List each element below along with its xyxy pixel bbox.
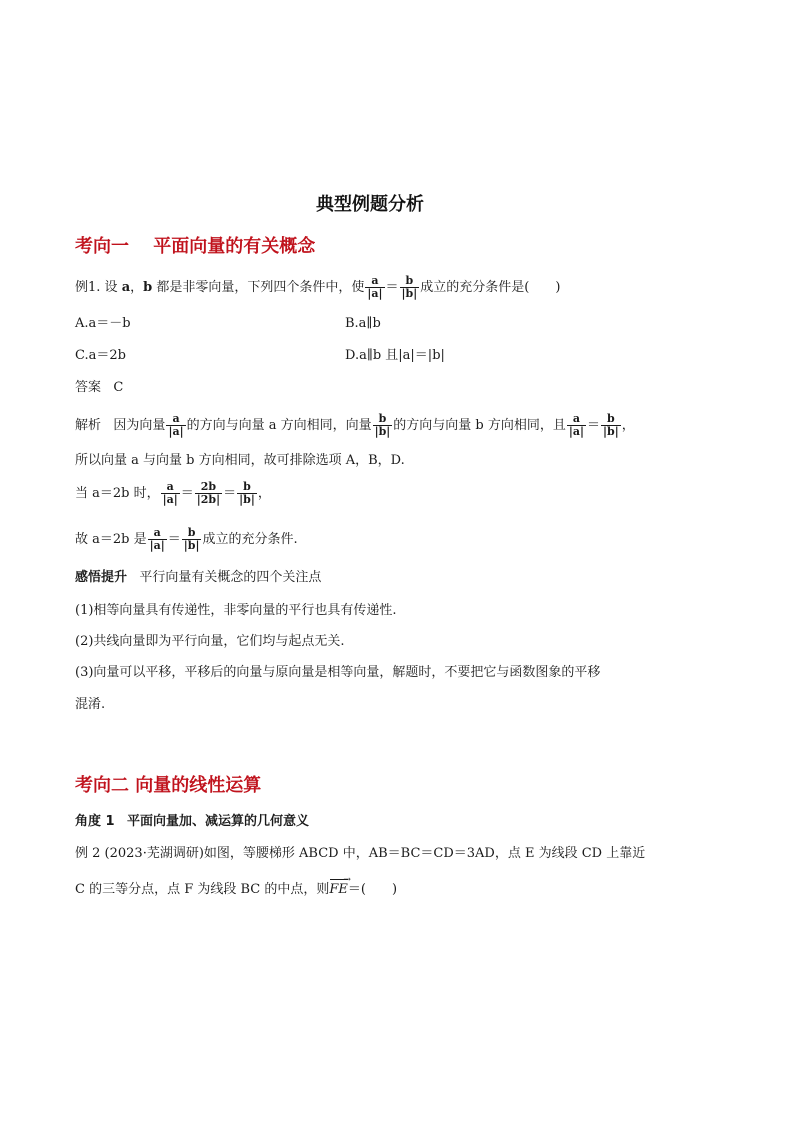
example-2-line-2 (75, 881, 397, 899)
fraction-2b (195, 481, 222, 506)
fraction-a (161, 481, 180, 506)
sep: ， (130, 280, 144, 295)
fraction-den: |a| (168, 425, 184, 438)
vector-fe: → FE (329, 881, 348, 899)
fraction-den: |b| (401, 287, 418, 300)
analysis-label: 解析 (75, 418, 102, 433)
answer-value: C (113, 380, 124, 395)
fraction-num: a (572, 412, 581, 425)
fraction-num: b (607, 412, 615, 425)
fraction-den: |b| (239, 493, 255, 506)
fraction-num: b (378, 412, 387, 425)
example-1-question (75, 275, 560, 300)
insight-item: 混淆. (75, 697, 106, 712)
insight-item: (1)相等向量具有传递性，非零向量的平行也具有传递性. (75, 603, 397, 618)
insight-heading (75, 569, 321, 587)
angle-heading (75, 813, 309, 831)
fraction-num: 2b (200, 480, 217, 493)
var-a: a (121, 280, 131, 295)
fraction-a (166, 413, 185, 438)
text: C 的三等分点，点 F 为线段 BC 的中点，则 (75, 882, 330, 897)
answer (75, 379, 123, 397)
fraction-num: a (172, 412, 180, 425)
fraction-den: |b| (374, 425, 391, 438)
var-b: b (143, 280, 153, 295)
fraction-num: a (166, 480, 174, 493)
analysis-line-2: 所以向量 a 与向量 b 方向相同，故可排除选项 A，B，D. (75, 453, 405, 468)
section-heading-1: 考向一 平面向量的有关概念 (75, 236, 316, 257)
equals: ＝ (180, 486, 194, 501)
equals: ＝ (223, 486, 237, 501)
fraction-num: b (187, 526, 196, 539)
example-1-label: 例1. 设 (75, 280, 118, 295)
fraction-den: |a| (367, 287, 383, 300)
insight-item: (3)向量可以平移，平移后的向量与原向量是相等向量，解题时，不要把它与函数图象的平移 (75, 665, 601, 680)
fraction-num: a (371, 274, 379, 287)
fraction-den: |b| (603, 425, 619, 438)
page-title: 典型例题分析 (316, 194, 424, 215)
close-paren: ) (391, 882, 398, 897)
equals: ＝ (167, 532, 181, 547)
analysis-line-3 (75, 481, 271, 506)
equals: ＝ (385, 280, 399, 295)
angle-label: 角度 1 (75, 814, 115, 829)
fraction-den: |a| (149, 539, 165, 552)
insight-item: (2)共线向量即为平行向量，它们均与起点无关. (75, 634, 345, 649)
analysis-line-1 (75, 413, 635, 438)
fraction-b (182, 527, 202, 552)
fraction-den: |a| (568, 425, 585, 438)
equals: ＝ (587, 418, 601, 433)
analysis-line-4 (75, 527, 298, 552)
angle-text: 平面向量加、减运算的几何意义 (126, 814, 309, 829)
text: 因为向量 (113, 418, 166, 433)
text: 成立的充分条件. (202, 532, 298, 547)
option-a: A.a＝－b (75, 316, 131, 331)
fraction-a (365, 275, 384, 300)
fraction-den: |b| (183, 539, 200, 552)
fraction-num: a (153, 526, 161, 539)
fraction-den: |a| (162, 493, 178, 506)
fraction-a (567, 413, 586, 438)
fraction-num: b (405, 274, 414, 287)
fraction-b (601, 413, 621, 438)
fraction-a (148, 527, 167, 552)
text: ， (621, 418, 635, 433)
answer-label: 答案 (75, 380, 102, 395)
option-c: C.a＝2b (75, 348, 126, 363)
text: ＝( (347, 882, 366, 897)
text: ， (257, 486, 271, 501)
close-paren: ) (555, 280, 561, 295)
text: 的方向与向量 a 方向相同，向量 (186, 418, 372, 433)
text: 故 a＝2b 是 (75, 532, 147, 547)
text: 当 a＝2b 时， (75, 486, 160, 501)
option-d: D.a∥b 且|a|＝|b| (345, 348, 445, 363)
fraction-num: b (243, 480, 251, 493)
option-b: B.a∥b (345, 316, 381, 331)
fraction-den: |2b| (196, 493, 221, 506)
example-2-line-1: 例 2 (2023·芜湖调研)如图，等腰梯形 ABCD 中，AB＝BC＝CD＝3AD，点 E 为线段 CD 上靠近 (75, 846, 646, 861)
example-1-text: 都是非零向量，下列四个条件中，使 (156, 280, 365, 295)
text: 的方向与向量 b 方向相同，且 (393, 418, 566, 433)
example-1-text-2: 成立的充分条件是( (420, 280, 530, 295)
fraction-b (237, 481, 257, 506)
fraction-b (373, 413, 393, 438)
insight-title: 平行向量有关概念的四个关注点 (139, 570, 322, 585)
section-heading-2: 考向二 向量的线性运算 (75, 775, 262, 796)
fraction-b (400, 275, 420, 300)
insight-label: 感悟提升 (75, 570, 128, 585)
